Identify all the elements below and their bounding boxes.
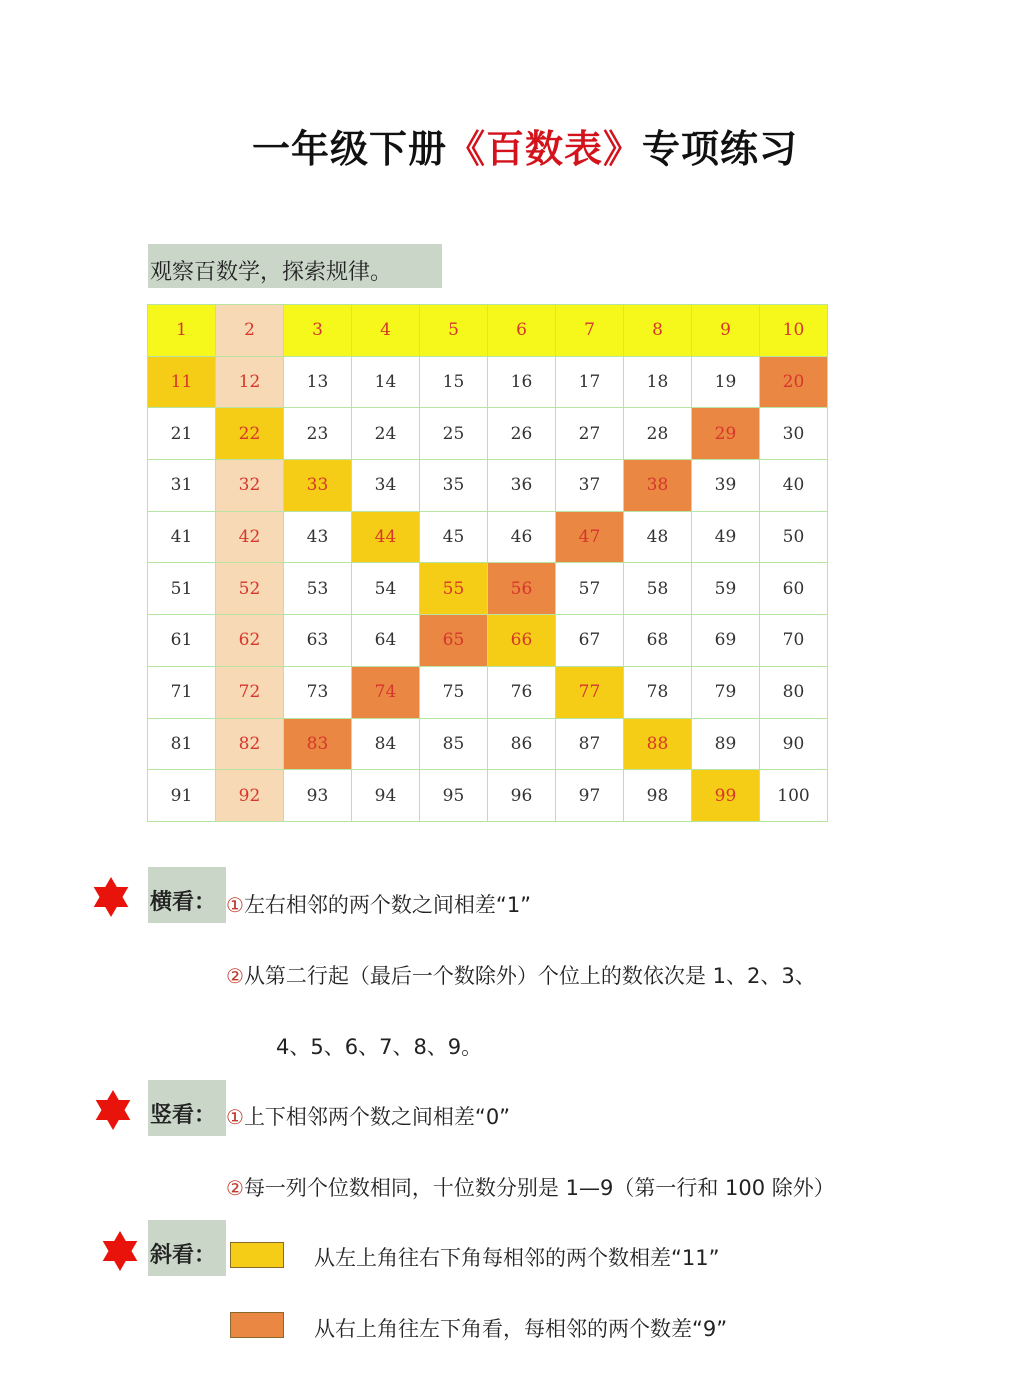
- number-cell: 72: [216, 666, 284, 718]
- number-cell: 36: [488, 460, 556, 512]
- number-cell: 83: [284, 718, 352, 770]
- number-cell: 34: [352, 460, 420, 512]
- number-cell: 69: [692, 615, 760, 667]
- number-cell: 50: [760, 511, 828, 563]
- diagonal-line-1: 从左上角往右下角每相邻的两个数相差“11”: [314, 1246, 720, 1270]
- number-cell: 81: [148, 718, 216, 770]
- number-cell: 85: [420, 718, 488, 770]
- number-cell: 13: [284, 356, 352, 408]
- table-row: [148, 563, 828, 615]
- number-cell: 39: [692, 460, 760, 512]
- vertical-line-2: [226, 1172, 835, 1202]
- hundred-chart-table: [147, 304, 828, 822]
- number-cell: 66: [488, 615, 556, 667]
- number-cell: 62: [216, 615, 284, 667]
- table-row: [148, 666, 828, 718]
- number-cell: 35: [420, 460, 488, 512]
- marker-2: ②: [226, 964, 244, 988]
- number-cell: 92: [216, 770, 284, 822]
- number-cell: 55: [420, 563, 488, 615]
- title-suffix: 专项练习: [642, 127, 799, 171]
- page-title: [0, 118, 1020, 173]
- diagonal-line-2: 从右上角往左下角看，每相邻的两个数差“9”: [314, 1317, 728, 1341]
- number-cell: 79: [692, 666, 760, 718]
- number-cell: 2: [216, 305, 284, 357]
- number-cell: 41: [148, 511, 216, 563]
- number-cell: 78: [624, 666, 692, 718]
- number-cell: 49: [692, 511, 760, 563]
- number-cell: 22: [216, 408, 284, 460]
- star-icon: [100, 1231, 140, 1271]
- number-cell: 68: [624, 615, 692, 667]
- number-cell: 91: [148, 770, 216, 822]
- number-cell: 93: [284, 770, 352, 822]
- number-cell: 56: [488, 563, 556, 615]
- horizontal-line-3: 4、5、6、7、8、9。: [276, 1035, 483, 1059]
- number-cell: 99: [692, 770, 760, 822]
- number-cell: 96: [488, 770, 556, 822]
- number-cell: 4: [352, 305, 420, 357]
- number-cell: 11: [148, 356, 216, 408]
- table-row: [148, 408, 828, 460]
- number-cell: 17: [556, 356, 624, 408]
- number-cell: 71: [148, 666, 216, 718]
- vertical-tag: 竖看：: [148, 1080, 226, 1136]
- number-cell: 95: [420, 770, 488, 822]
- number-cell: 27: [556, 408, 624, 460]
- number-cell: 8: [624, 305, 692, 357]
- horizontal-rule-2: 从第二行起（最后一个数除外）个位上的数依次是 1、2、3、: [243, 964, 816, 988]
- table-row: [148, 356, 828, 408]
- diagonal-tag: 斜看：: [148, 1220, 226, 1276]
- number-cell: 86: [488, 718, 556, 770]
- number-cell: 57: [556, 563, 624, 615]
- number-cell: 18: [624, 356, 692, 408]
- number-cell: 3: [284, 305, 352, 357]
- number-cell: 88: [624, 718, 692, 770]
- number-cell: 59: [692, 563, 760, 615]
- number-cell: 84: [352, 718, 420, 770]
- number-cell: 23: [284, 408, 352, 460]
- number-cell: 29: [692, 408, 760, 460]
- number-cell: 70: [760, 615, 828, 667]
- number-cell: 76: [488, 666, 556, 718]
- number-cell: 33: [284, 460, 352, 512]
- number-cell: 63: [284, 615, 352, 667]
- number-cell: 82: [216, 718, 284, 770]
- table-row: [148, 615, 828, 667]
- number-cell: 7: [556, 305, 624, 357]
- number-cell: 58: [624, 563, 692, 615]
- number-cell: 48: [624, 511, 692, 563]
- number-cell: 43: [284, 511, 352, 563]
- number-cell: 60: [760, 563, 828, 615]
- vertical-line-1: [226, 1101, 510, 1131]
- number-cell: 32: [216, 460, 284, 512]
- number-cell: 40: [760, 460, 828, 512]
- horizontal-line-2: [226, 960, 816, 990]
- number-cell: 75: [420, 666, 488, 718]
- marker-1: ①: [226, 893, 244, 917]
- number-cell: 37: [556, 460, 624, 512]
- number-cell: 98: [624, 770, 692, 822]
- number-cell: 12: [216, 356, 284, 408]
- number-cell: 94: [352, 770, 420, 822]
- vertical-rule-2: 每一列个位数相同，十位数分别是 1—9（第一行和 100 除外）: [243, 1176, 835, 1200]
- number-cell: 24: [352, 408, 420, 460]
- marker-1: ①: [226, 1105, 244, 1129]
- number-cell: 10: [760, 305, 828, 357]
- table-row: [148, 770, 828, 822]
- number-cell: 25: [420, 408, 488, 460]
- number-cell: 97: [556, 770, 624, 822]
- number-cell: 30: [760, 408, 828, 460]
- number-cell: 61: [148, 615, 216, 667]
- title-prefix: 一年级下册: [251, 127, 447, 171]
- number-cell: 28: [624, 408, 692, 460]
- number-cell: 38: [624, 460, 692, 512]
- number-cell: 46: [488, 511, 556, 563]
- orange-swatch: [230, 1312, 284, 1338]
- number-cell: 64: [352, 615, 420, 667]
- number-cell: 9: [692, 305, 760, 357]
- number-cell: 1: [148, 305, 216, 357]
- number-cell: 15: [420, 356, 488, 408]
- number-cell: 47: [556, 511, 624, 563]
- number-cell: 65: [420, 615, 488, 667]
- number-cell: 31: [148, 460, 216, 512]
- number-cell: 67: [556, 615, 624, 667]
- horizontal-rule-1: 左右相邻的两个数之间相差“1”: [243, 893, 532, 917]
- horizontal-tag: 横看：: [148, 867, 226, 923]
- table-row: [148, 460, 828, 512]
- number-cell: 74: [352, 666, 420, 718]
- table-row: [148, 305, 828, 357]
- title-highlight: 《百数表》: [446, 127, 642, 171]
- number-cell: 80: [760, 666, 828, 718]
- table-row: [148, 511, 828, 563]
- number-cell: 6: [488, 305, 556, 357]
- number-cell: 45: [420, 511, 488, 563]
- number-cell: 14: [352, 356, 420, 408]
- number-cell: 87: [556, 718, 624, 770]
- number-cell: 21: [148, 408, 216, 460]
- horizontal-line-1: [226, 889, 531, 919]
- number-cell: 20: [760, 356, 828, 408]
- number-cell: 5: [420, 305, 488, 357]
- number-cell: 77: [556, 666, 624, 718]
- number-cell: 54: [352, 563, 420, 615]
- number-cell: 89: [692, 718, 760, 770]
- number-cell: 53: [284, 563, 352, 615]
- yellow-swatch: [230, 1242, 284, 1268]
- number-cell: 73: [284, 666, 352, 718]
- number-cell: 44: [352, 511, 420, 563]
- star-icon: [93, 1090, 133, 1130]
- number-cell: 90: [760, 718, 828, 770]
- marker-2: ②: [226, 1176, 244, 1200]
- number-cell: 26: [488, 408, 556, 460]
- number-cell: 42: [216, 511, 284, 563]
- number-cell: 52: [216, 563, 284, 615]
- star-icon: [91, 877, 131, 917]
- subtitle: 观察百数学，探索规律。: [148, 244, 442, 288]
- vertical-rule-1: 上下相邻两个数之间相差“0”: [243, 1105, 511, 1129]
- table-row: [148, 718, 828, 770]
- number-cell: 19: [692, 356, 760, 408]
- number-cell: 16: [488, 356, 556, 408]
- number-cell: 100: [760, 770, 828, 822]
- number-cell: 51: [148, 563, 216, 615]
